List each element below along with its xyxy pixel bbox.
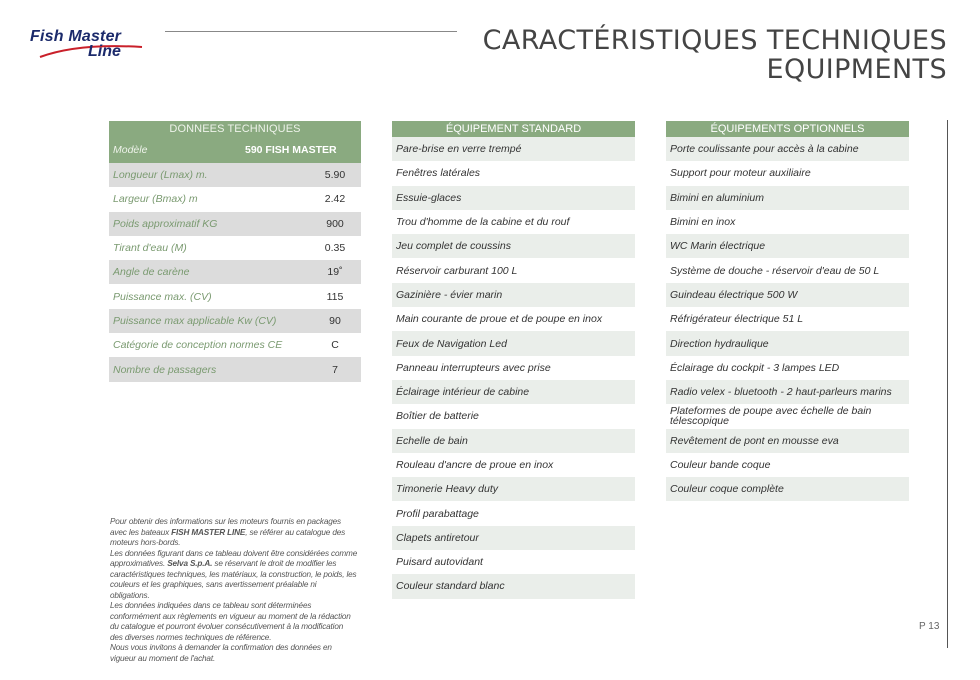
optional-item-label: Système de douche - réservoir d'eau de 50 L (670, 264, 880, 277)
optional-item (666, 331, 909, 355)
note-p1a: Pour obtenir des informations sur les moteurs fournis en packages avec les bateaux (110, 517, 341, 537)
note-p1c: , se référer au catalogue des moteurs hors-bords. (110, 527, 346, 547)
standard-item (392, 331, 635, 355)
optional-item (666, 186, 909, 210)
standard-item (392, 501, 635, 525)
standard-item-label: Clapets antiretour (396, 531, 479, 544)
brand-logo (30, 28, 145, 64)
standard-item-label: Éclairage intérieur de cabine (396, 386, 530, 399)
model-row (109, 137, 361, 163)
header-divider (165, 31, 457, 32)
tech-row-label: Catégorie de conception normes CE (113, 339, 283, 352)
tech-row (109, 284, 361, 308)
standard-item-label: Couleur standard blanc (396, 580, 505, 593)
standard-item (392, 453, 635, 477)
tech-row (109, 187, 361, 211)
tech-row (109, 212, 361, 236)
note-p2c: se réservant le droit de modifier les caractéristiques techniques, les matériaux, la construction, le poids, les couleurs et les graphiques, sans avertissement préalable ni obligations. (110, 559, 357, 600)
tech-row-label: Tirant d'eau (M) (113, 242, 187, 255)
optional-equipment-header: ÉQUIPEMENTS OPTIONNELS (666, 121, 909, 137)
note-p2b: Selva S.p.A. (167, 559, 213, 568)
standard-item-label: Panneau interrupteurs avec prise (396, 361, 551, 374)
title-line1: CARACTÉRISTIQUES TECHNIQUES (482, 25, 947, 56)
optional-item-label: WC Marin électrique (670, 240, 766, 253)
optional-item (666, 380, 909, 404)
standard-item-label: Timonerie Heavy duty (396, 483, 499, 496)
tech-row-label: Poids approximatif KG (113, 217, 218, 230)
optional-equipment-list (666, 121, 909, 501)
optional-item-label: Revêtement de pont en mousse eva (670, 434, 839, 447)
optional-item-label: Support pour moteur auxiliaire (670, 167, 811, 180)
optional-item (666, 429, 909, 453)
standard-item (392, 574, 635, 598)
optional-item (666, 356, 909, 380)
optional-item (666, 210, 909, 234)
standard-item-label: Puisard autovidant (396, 556, 483, 569)
standard-item-label: Echelle de bain (396, 434, 468, 447)
technical-data-header: DONNEES TECHNIQUES (109, 121, 361, 137)
tech-row-value: C (331, 339, 339, 352)
standard-item (392, 137, 635, 161)
optional-item (666, 453, 909, 477)
standard-item (392, 258, 635, 282)
standard-item-label: Rouleau d'ancre de proue en inox (396, 459, 554, 471)
page-title (483, 26, 947, 84)
note-p1b: FISH MASTER LINE (171, 527, 246, 537)
standard-item (392, 356, 635, 380)
model-value: 590 FISH MASTER (245, 144, 337, 156)
tech-row-label: Largeur (Bmax) m (113, 193, 198, 206)
optional-item-label: Bimini en inox (670, 216, 736, 229)
standard-item-label: Fenêtres latérales (396, 167, 481, 180)
standard-equipment-list (392, 121, 635, 599)
optional-item-label: Éclairage du cockpit - 3 lampes LED (670, 361, 840, 374)
page-number: P 13 (919, 621, 940, 632)
model-label: Modèle (113, 144, 148, 156)
standard-item-label: Profil parabattage (396, 507, 479, 520)
tech-row-label: Puissance max applicable Kw (CV) (113, 314, 277, 327)
optional-item (666, 404, 909, 428)
standard-item-label: Pare-brise en verre trempé (396, 143, 522, 156)
standard-item-label: Main courante de proue et de poupe en inox (396, 313, 603, 326)
tech-row-value: 90 (329, 314, 341, 327)
tech-row (109, 236, 361, 260)
tech-row (109, 163, 361, 187)
note-p4: Nous vous invitons à demander la confirmation des données en vigueur au moment de l'achat. (110, 643, 332, 663)
right-divider (947, 120, 948, 648)
standard-item (392, 526, 635, 550)
tech-row-label: Angle de carène (113, 266, 190, 279)
optional-item-label: Réfrigérateur électrique 51 L (670, 313, 804, 326)
tech-row (109, 260, 361, 284)
standard-item-label: Essuie-glaces (396, 191, 462, 204)
optional-item (666, 258, 909, 282)
standard-item (392, 550, 635, 574)
note-p2a: Les données figurant dans ce tableau doivent être considérées comme approximatives. (110, 548, 358, 568)
optional-item (666, 161, 909, 185)
tech-row-value: 900 (326, 217, 344, 230)
optional-item-label: Plateformes de poupe avec échelle de bain télescopique (670, 405, 872, 428)
standard-item (392, 234, 635, 258)
tech-row (109, 333, 361, 357)
standard-item (392, 307, 635, 331)
tech-row-label: Nombre de passagers (113, 363, 217, 376)
optional-item-label: Couleur bande coque (670, 459, 771, 471)
title-line2: EQUIPMENTS (766, 54, 947, 85)
standard-item (392, 210, 635, 234)
optional-item (666, 234, 909, 258)
standard-item (392, 186, 635, 210)
optional-item-label: Radio velex - bluetooth - 2 haut-parleurs marins (670, 386, 892, 399)
standard-item (392, 161, 635, 185)
optional-item (666, 283, 909, 307)
optional-item-label: Porte coulissante pour accès à la cabine (670, 143, 859, 156)
standard-item (392, 477, 635, 501)
tech-row (109, 309, 361, 333)
tech-row-value: 2.42 (324, 193, 346, 206)
tech-row-label: Longueur (Lmax) m. (113, 169, 208, 182)
optional-item-label: Couleur coque complète (670, 483, 784, 496)
tech-row-label: Puissance max. (CV) (113, 290, 212, 303)
tech-row-value: 19˚ (327, 266, 343, 279)
tech-row-value: 7 (332, 363, 338, 376)
standard-item-label: Boîtier de batterie (396, 410, 479, 423)
optional-item (666, 477, 909, 501)
standard-item (392, 404, 635, 428)
standard-item (392, 429, 635, 453)
standard-item-label: Jeu complet de coussins (396, 240, 511, 253)
optional-item-label: Guindeau électrique 500 W (670, 288, 798, 301)
standard-item (392, 380, 635, 404)
optional-item-label: Direction hydraulique (670, 337, 769, 350)
brand-line2: Line (88, 43, 121, 60)
brand-line1: Fish Master (30, 28, 122, 45)
tech-row-value: 115 (326, 290, 344, 303)
optional-item (666, 307, 909, 331)
standard-item-label: Feux de Navigation Led (396, 337, 507, 350)
tech-row-value: 5.90 (324, 169, 346, 182)
tech-row (109, 357, 361, 381)
tech-row-value: 0.35 (324, 242, 346, 255)
technical-data-table (109, 121, 361, 382)
disclaimer-note (110, 517, 358, 664)
optional-item (666, 137, 909, 161)
note-p3: Les données indiquées dans ce tableau sont déterminées conformément aux règlements en vigueur au moment de la rédaction du catalogue et pourront évoluer consécutivement à la modification des diverses normes techniques de référence. (110, 601, 351, 642)
standard-item-label: Trou d'homme de la cabine et du rouf (396, 216, 570, 229)
standard-item (392, 283, 635, 307)
standard-item-label: Gazinière - évier marin (396, 288, 503, 301)
optional-item-label: Bimini en aluminium (670, 191, 764, 204)
standard-item-label: Réservoir carburant 100 L (396, 264, 518, 277)
standard-equipment-header: ÉQUIPEMENT STANDARD (392, 121, 635, 137)
